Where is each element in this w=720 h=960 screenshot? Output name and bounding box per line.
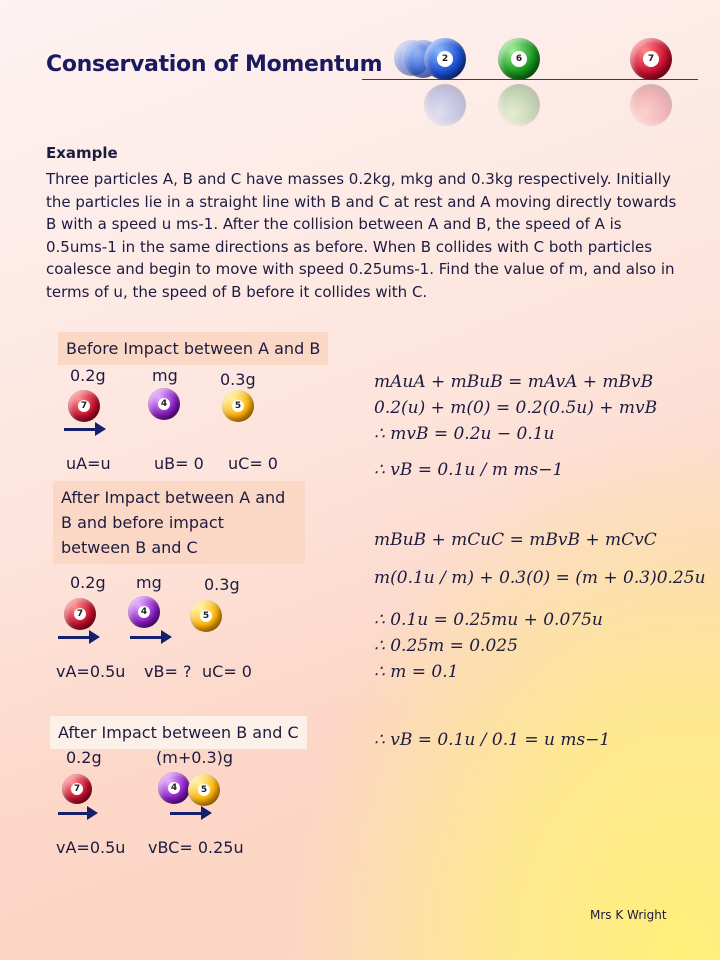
stage3-mass-bc: (m+0.3)g bbox=[156, 748, 234, 767]
ball-c-icon: 5 bbox=[188, 774, 220, 806]
ball-b-icon: 4 bbox=[158, 772, 190, 804]
equation-line: ∴ vB = 0.1u / 0.1 = u ms−1 bbox=[374, 730, 611, 750]
ball-c-icon: 5 bbox=[222, 390, 254, 422]
arrow-right-icon bbox=[58, 636, 96, 639]
equation-line: ∴ 0.1u = 0.25mu + 0.075u bbox=[374, 610, 603, 630]
ball-c-icon: 5 bbox=[190, 600, 222, 632]
stage2-mass-b: mg bbox=[136, 573, 162, 592]
equation-line: ∴ 0.25m = 0.025 bbox=[374, 636, 518, 656]
arrow-right-icon bbox=[130, 636, 168, 639]
author-credit: Mrs K Wright bbox=[590, 908, 667, 922]
stage2-mass-a: 0.2g bbox=[70, 573, 106, 592]
blue-ball-2-icon: 2 bbox=[424, 38, 466, 80]
stage3-velocity-bc: vBC= 0.25u bbox=[148, 838, 244, 857]
red-ball-reflection bbox=[630, 84, 672, 126]
green-ball-reflection bbox=[498, 84, 540, 126]
arrow-right-icon bbox=[170, 812, 208, 815]
equation-line: ∴ vB = 0.1u / m ms−1 bbox=[374, 460, 564, 480]
arrow-right-icon bbox=[64, 428, 102, 431]
stage3-mass-a: 0.2g bbox=[66, 748, 102, 767]
equation-line: mAuA + mBuB = mAvA + mBvB bbox=[374, 372, 654, 392]
stage2-velocity-a: vA=0.5u bbox=[56, 662, 126, 681]
equation-line: m(0.1u / m) + 0.3(0) = (m + 0.3)0.25u bbox=[374, 568, 706, 588]
blue-ball-reflection bbox=[424, 84, 466, 126]
stage2-heading: After Impact between A and B and before impact between B and C bbox=[53, 481, 305, 564]
red-ball-7-icon: 7 bbox=[630, 38, 672, 80]
ball-b-icon: 4 bbox=[128, 596, 160, 628]
stage3-heading: After Impact between B and C bbox=[50, 716, 307, 749]
arrow-right-icon bbox=[58, 812, 94, 815]
page-title: Conservation of Momentum bbox=[46, 52, 383, 77]
ball-a-icon: 7 bbox=[62, 774, 92, 804]
stage1-velocity-b: uB= 0 bbox=[154, 454, 204, 473]
example-heading: Example bbox=[46, 144, 118, 162]
equation-line: ∴ mvB = 0.2u − 0.1u bbox=[374, 424, 555, 444]
stage2-velocity-b: vB= ? bbox=[144, 662, 192, 681]
ball-a-icon: 7 bbox=[64, 598, 96, 630]
equation-line: 0.2(u) + m(0) = 0.2(0.5u) + mvB bbox=[374, 398, 658, 418]
ball-b-icon: 4 bbox=[148, 388, 180, 420]
stage1-mass-b: mg bbox=[152, 366, 178, 385]
stage1-velocity-a: uA=u bbox=[66, 454, 111, 473]
ball-a-icon: 7 bbox=[68, 390, 100, 422]
stage1-heading: Before Impact between A and B bbox=[58, 332, 328, 365]
stage1-mass-c: 0.3g bbox=[220, 370, 256, 389]
green-ball-6-icon: 6 bbox=[498, 38, 540, 80]
stage2-mass-c: 0.3g bbox=[204, 575, 240, 594]
stage3-velocity-a: vA=0.5u bbox=[56, 838, 126, 857]
equation-line: mBuB + mCuC = mBvB + mCvC bbox=[374, 530, 657, 550]
stage1-velocity-c: uC= 0 bbox=[228, 454, 278, 473]
stage2-velocity-c: uC= 0 bbox=[202, 662, 252, 681]
example-paragraph: Three particles A, B and C have masses 0.2kg, mkg and 0.3kg respectively. Initially the particles lie in a straight line with B and C at rest and A moving directly towards B with a speed u ms-1. After the collision between A and B, the speed of A is 0.5ums-1 in the same directions as before. When B collides with C both particles coalesce and begin to move with speed 0.25ums-1. Find the value of m, and also in terms of u, the speed of B before it collides with C. bbox=[46, 170, 677, 301]
stage1-mass-a: 0.2g bbox=[70, 366, 106, 385]
equation-line: ∴ m = 0.1 bbox=[374, 662, 459, 682]
